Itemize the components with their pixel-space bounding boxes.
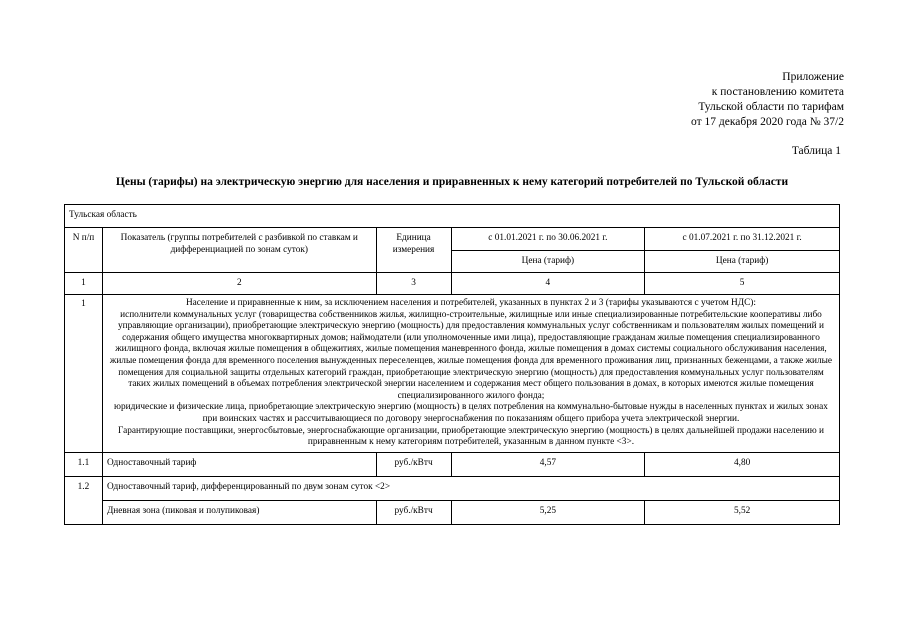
header-period-2: с 01.07.2021 г. по 31.12.2021 г. (645, 228, 840, 251)
header-period-1: с 01.01.2021 г. по 30.06.2021 г. (451, 228, 645, 251)
appendix-block (691, 70, 844, 130)
row-num: 1.2 (65, 476, 103, 524)
table-row (65, 205, 840, 228)
col-number: 1 (65, 273, 103, 295)
row-name: Одноставочный тариф, дифференцированный по двум зонам суток <2> (102, 476, 839, 500)
header-unit: Единица измерения (376, 228, 451, 273)
header-indicator: Показатель (группы потребителей с разбивкой по ставкам и дифференциацией по зонам суток) (102, 228, 376, 273)
row-value-1: 4,57 (451, 452, 645, 476)
description-paragraph: юридические и физические лица, приобретающие электрическую энергию (мощность) в целях потребления на коммунально-бытовые нужды в населенных пунктах и жилых зонах при воинских частях и рассчитывающиеся по договору энергоснабжения по показаниям общего прибора учета электрической энергии. (114, 402, 828, 424)
col-number: 2 (102, 273, 376, 295)
col-number: 3 (376, 273, 451, 295)
table-label: Таблица 1 (791, 145, 841, 157)
table-row (65, 273, 840, 295)
tariff-table (64, 204, 840, 525)
appendix-line: Тульской области по тарифам (698, 101, 844, 113)
row-unit: руб./кВтч (376, 452, 451, 476)
row-name: Одноставочный тариф (102, 452, 376, 476)
row-name: Дневная зона (пиковая и полупиковая) (102, 500, 376, 524)
document-title: Цены (тарифы) на электрическую энергию для населения и приравненных к нему категорий потребителей по Тульской области (115, 176, 789, 188)
col-number: 4 (451, 273, 645, 295)
row-num: 1.1 (65, 452, 103, 476)
table-row (65, 452, 840, 476)
section-description (102, 295, 839, 453)
row-value-2: 4,80 (645, 452, 840, 476)
table-row (65, 228, 840, 251)
row-unit: руб./кВтч (376, 500, 451, 524)
section-num: 1 (65, 295, 103, 453)
table-row (65, 295, 840, 453)
col-number: 5 (645, 273, 840, 295)
description-paragraph: исполнители коммунальных услуг (товарищества собственников жилья, жилищно-строительные, жилищные или иные специализированные потребительские кооперативы либо управляющие организации), приобретающие электрическую энергию (мощность) для предоставления коммунальных услуг собственникам и пользователям жилых помещений и содержания общего имущества многоквартирных домов; наймодатели (или уполномоченные ими лица), предоставляющие гражданам жилые помещения специализированного жилищного фонда, включая жилые помещения в общежитиях, жилые помещения маневренного фонда, жилые помещения в домах системы социального обслуживания населения, жилые помещения фонда для временного поселения вынужденных переселенцев, жилые помещения фонда для временного проживания лиц, признанных беженцами, а также жилые помещения для социальной защиты отдельных категорий граждан, приобретающие электрическую энергию (мощность) для предоставления коммунальных услуг пользователям таких жилых помещений в объемах потребления электрической энергии населением и содержания мест общего пользования в домах, в которых имеются жилые помещения специализированного жилого фонда; (109, 309, 833, 401)
header-num: N п/п (65, 228, 103, 273)
description-paragraph: Гарантирующие поставщики, энергосбытовые, энергоснабжающие организации, приобретающие электрическую энергию (мощность) в целях дальнейшей продажи населению и приравненным к нему категориям потребителей, указанным в данном пункте <3>. (117, 425, 824, 448)
appendix-line: Приложение (782, 71, 844, 83)
row-value-1: 5,25 (451, 500, 645, 524)
appendix-line: к постановлению комитета (711, 86, 844, 98)
table-row (65, 476, 840, 500)
header-price-1: Цена (тариф) (451, 251, 645, 273)
region-cell: Тульская область (65, 205, 840, 228)
table-row (65, 500, 840, 524)
appendix-line: от 17 декабря 2020 года № 37/2 (691, 116, 844, 128)
row-value-2: 5,52 (645, 500, 840, 524)
description-paragraph: Население и приравненные к ним, за исключением населения и потребителей, указанных в пунктах 2 и 3 (тарифы указываются с учетом НДС): (185, 298, 756, 308)
header-price-2: Цена (тариф) (645, 251, 840, 273)
